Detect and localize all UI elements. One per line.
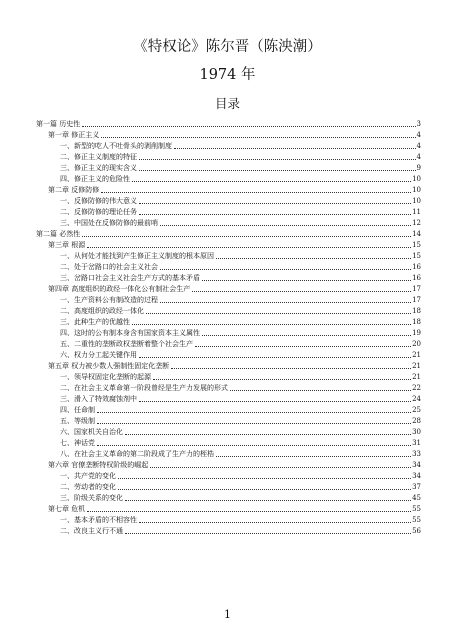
toc-section-entry[interactable] — [36, 272, 421, 283]
toc-entry-page: 4 — [416, 142, 421, 150]
toc-entry-label: 一、领导权固定化垄断的起源 — [60, 373, 151, 381]
toc-entry-label: 四、修正主义的危险性 — [60, 175, 130, 183]
toc-section-entry[interactable] — [36, 327, 421, 338]
toc-dot-leader — [195, 346, 411, 347]
toc-entry-label: 一、从何处才能找到产生修正主义制度的根本原因 — [60, 252, 214, 260]
toc-entry-page: 9 — [416, 164, 421, 172]
toc-section-entry[interactable] — [36, 217, 421, 228]
toc-section-entry[interactable] — [36, 437, 421, 448]
toc-entry-label: 三、滑入了特效腐蚀剂中 — [60, 395, 137, 403]
toc-dot-leader — [101, 192, 411, 193]
toc-entry-page: 3 — [416, 120, 421, 128]
toc-dot-leader — [87, 511, 411, 512]
toc-entry-page: 24 — [412, 395, 421, 403]
toc-entry-page: 11 — [412, 208, 421, 216]
toc-dot-leader — [139, 214, 411, 215]
toc-entry-label: 一、生产资料公有制改造的过程 — [60, 296, 158, 304]
toc-entry-label: 二、处于岔路口的社会主义社会 — [60, 263, 158, 271]
toc-dot-leader — [97, 423, 411, 424]
toc-entry-page: 21 — [412, 351, 421, 359]
toc-section-entry[interactable] — [36, 173, 421, 184]
toc-part-entry[interactable] — [36, 118, 421, 129]
toc-section-entry[interactable] — [36, 151, 421, 162]
toc-entry-label: 第三章 根源 — [48, 241, 86, 249]
toc-entry-label: 五、二重性的垄断政权垄断着整个社会生产 — [60, 340, 193, 348]
toc-section-entry[interactable] — [36, 250, 421, 261]
toc-dot-leader — [146, 313, 411, 314]
toc-entry-page: 25 — [412, 406, 421, 414]
toc-dot-leader — [150, 467, 411, 468]
toc-chapter-entry[interactable] — [36, 360, 421, 371]
toc-dot-leader — [87, 247, 411, 248]
toc-entry-page: 21 — [412, 373, 421, 381]
document-year: 1974 年 — [199, 67, 256, 83]
toc-entry-page: 10 — [412, 186, 421, 194]
toc-dot-leader — [101, 137, 415, 138]
toc-entry-label: 二、反修防修的理论任务 — [60, 208, 137, 216]
toc-entry-label: 第四章 高度组织的政经一体化公有制社会生产 — [48, 285, 191, 293]
toc-dot-leader — [171, 368, 411, 369]
toc-section-entry[interactable] — [36, 195, 421, 206]
toc-entry-page: 15 — [412, 241, 421, 249]
toc-dot-leader — [174, 148, 416, 149]
table-of-contents — [36, 118, 421, 536]
toc-dot-leader — [160, 225, 411, 226]
toc-entry-label: 三、阶级关系的变化 — [60, 494, 123, 502]
toc-entry-label: 三、此种生产的优越性 — [60, 318, 130, 326]
toc-dot-leader — [118, 489, 411, 490]
toc-chapter-entry[interactable] — [36, 129, 421, 140]
toc-entry-label: 一、新型的吃人不吐骨头的剥削制度 — [60, 142, 172, 150]
toc-section-entry[interactable] — [36, 206, 421, 217]
toc-dot-leader — [97, 445, 411, 446]
toc-entry-label: 二、在社会主义革命第一阶段曾经是生产力发展的形式 — [60, 384, 228, 392]
document-title: 《特权论》陈尔晋（陈泱潮） — [133, 39, 322, 55]
toc-entry-page: 17 — [412, 296, 421, 304]
toc-dot-leader — [125, 533, 411, 534]
toc-entry-page: 16 — [412, 274, 421, 282]
toc-entry-label: 第一章 修正主义 — [48, 131, 100, 139]
toc-entry-label: 三、岔路口社会主义社会生产方式的基本矛盾 — [60, 274, 200, 282]
toc-heading: 目录 — [214, 96, 240, 111]
toc-entry-label: 五、等级制 — [60, 417, 95, 425]
toc-dot-leader — [230, 390, 411, 391]
toc-entry-page: 15 — [412, 252, 421, 260]
toc-entry-page: 12 — [412, 219, 421, 227]
toc-dot-leader — [118, 478, 411, 479]
toc-entry-page: 56 — [412, 527, 421, 535]
toc-section-entry[interactable] — [36, 338, 421, 349]
toc-entry-label: 八、在社会主义革命的第二阶段成了生产力的桎梏 — [60, 450, 214, 458]
toc-dot-leader — [139, 170, 416, 171]
toc-entry-page: 37 — [412, 483, 421, 491]
toc-section-entry[interactable] — [36, 316, 421, 327]
toc-section-entry[interactable] — [36, 492, 421, 503]
toc-entry-page: 4 — [416, 153, 421, 161]
toc-dot-leader — [160, 302, 411, 303]
toc-entry-page: 21 — [412, 362, 421, 370]
toc-entry-label: 一、共产党的变化 — [60, 472, 116, 480]
toc-section-entry[interactable] — [36, 382, 421, 393]
toc-entry-page: 28 — [412, 417, 421, 425]
toc-section-entry[interactable] — [36, 404, 421, 415]
toc-section-entry[interactable] — [36, 140, 421, 151]
toc-section-entry[interactable] — [36, 294, 421, 305]
toc-dot-leader — [139, 159, 416, 160]
toc-section-entry[interactable] — [36, 525, 421, 536]
toc-entry-page: 10 — [412, 175, 421, 183]
toc-entry-label: 第一篇 历史性 — [36, 120, 81, 128]
toc-entry-page: 19 — [412, 329, 421, 337]
toc-entry-label: 三、中国处在反修防修的最前哨 — [60, 219, 158, 227]
page-number: 1 — [224, 608, 231, 621]
toc-entry-label: 二、高度组织的政经一体化 — [60, 307, 144, 315]
toc-entry-label: 第五章 权力被少数人强制性固定化垄断 — [48, 362, 170, 370]
toc-entry-page: 34 — [412, 461, 421, 469]
toc-dot-leader — [160, 269, 411, 270]
toc-entry-page: 20 — [412, 340, 421, 348]
toc-dot-leader — [132, 181, 411, 182]
toc-dot-leader — [139, 203, 411, 204]
toc-dot-leader — [125, 434, 411, 435]
toc-entry-label: 一、反修防修的伟大意义 — [60, 197, 137, 205]
toc-entry-label: 六、国家机关自治化 — [60, 428, 123, 436]
toc-section-entry[interactable] — [36, 305, 421, 316]
toc-section-entry[interactable] — [36, 470, 421, 481]
toc-section-entry[interactable] — [36, 415, 421, 426]
toc-entry-page: 18 — [412, 307, 421, 315]
toc-dot-leader — [139, 522, 411, 523]
toc-section-entry[interactable] — [36, 371, 421, 382]
toc-dot-leader — [202, 280, 411, 281]
toc-entry-label: 第二章 反修防修 — [48, 186, 100, 194]
toc-entry-label: 二、改良主义行不通 — [60, 527, 123, 535]
toc-section-entry[interactable] — [36, 393, 421, 404]
toc-chapter-entry[interactable] — [36, 239, 421, 250]
toc-dot-leader — [82, 126, 415, 127]
toc-entry-label: 第六章 官僚垄断特权阶级的崛起 — [48, 461, 149, 469]
toc-entry-label: 第二篇 必然性 — [36, 230, 81, 238]
toc-entry-page: 55 — [412, 505, 421, 513]
toc-chapter-entry[interactable] — [36, 184, 421, 195]
toc-entry-label: 二、劳动者的变化 — [60, 483, 116, 491]
toc-entry-page: 33 — [412, 450, 421, 458]
toc-entry-page: 34 — [412, 472, 421, 480]
toc-entry-page: 18 — [412, 318, 421, 326]
toc-entry-page: 10 — [412, 197, 421, 205]
toc-chapter-entry[interactable] — [36, 459, 421, 470]
toc-dot-leader — [82, 236, 411, 237]
toc-entry-label: 七、神话党 — [60, 439, 95, 447]
toc-section-entry[interactable] — [36, 448, 421, 459]
toc-entry-page: 4 — [416, 131, 421, 139]
toc-entry-page: 14 — [412, 230, 421, 238]
toc-section-entry[interactable] — [36, 514, 421, 525]
toc-dot-leader — [139, 357, 411, 358]
toc-chapter-entry[interactable] — [36, 503, 421, 514]
toc-entry-page: 22 — [412, 384, 421, 392]
toc-entry-label: 四、这时的公有制本身含有国家资本主义属性 — [60, 329, 200, 337]
toc-entry-page: 31 — [412, 439, 421, 447]
toc-dot-leader — [216, 456, 411, 457]
toc-entry-page: 16 — [412, 263, 421, 271]
toc-section-entry[interactable] — [36, 426, 421, 437]
toc-entry-label: 一、基本矛盾的不相容性 — [60, 516, 137, 524]
toc-entry-label: 四、任命制 — [60, 406, 95, 414]
toc-entry-label: 第七章 危机 — [48, 505, 86, 513]
toc-entry-page: 55 — [412, 516, 421, 524]
toc-dot-leader — [139, 401, 411, 402]
toc-section-entry[interactable] — [36, 349, 421, 360]
toc-entry-label: 六、权力分工起关键作用 — [60, 351, 137, 359]
toc-entry-label: 三、修正主义的现实含义 — [60, 164, 137, 172]
toc-part-entry[interactable] — [36, 228, 421, 239]
toc-dot-leader — [125, 500, 411, 501]
toc-dot-leader — [153, 379, 411, 380]
toc-entry-page: 17 — [412, 285, 421, 293]
toc-section-entry[interactable] — [36, 162, 421, 173]
toc-dot-leader — [97, 412, 411, 413]
toc-dot-leader — [132, 324, 411, 325]
toc-section-entry[interactable] — [36, 481, 421, 492]
toc-chapter-entry[interactable] — [36, 283, 421, 294]
toc-section-entry[interactable] — [36, 261, 421, 272]
toc-entry-label: 二、修正主义制度的特征 — [60, 153, 137, 161]
toc-entry-page: 30 — [412, 428, 421, 436]
toc-dot-leader — [216, 258, 411, 259]
toc-dot-leader — [192, 291, 411, 292]
toc-entry-page: 45 — [412, 494, 421, 502]
toc-dot-leader — [202, 335, 411, 336]
